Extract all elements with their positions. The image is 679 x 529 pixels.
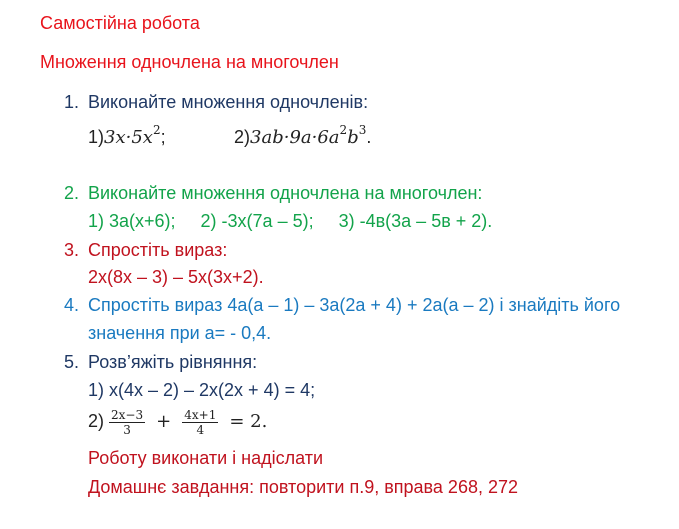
task-3-number: 3. — [64, 240, 80, 260]
equals-result: = 2. — [229, 411, 268, 432]
task-1-ex2-b: b — [347, 127, 359, 148]
homework-note: Домашнє завдання: повторити п.9, вправа 268, 272 — [88, 477, 518, 497]
plus-sign: + — [156, 411, 172, 432]
task-5-equation-1: 1) x(4x – 2) – 2x(2x + 4) = 4; — [88, 380, 316, 400]
task-2 — [64, 182, 483, 204]
task-4-text: Спростіть вираз 4a(a – 1) – 3a(2a + 4) + 2a(a – 2) і знайдіть його — [88, 295, 621, 315]
worksheet-title: Самостійна робота — [40, 13, 200, 33]
fraction-2 — [182, 408, 218, 437]
fraction-1-numerator: 2x−3 — [111, 407, 144, 422]
task-5 — [64, 351, 258, 373]
task-1 — [64, 91, 369, 113]
task-1-ex1-label: 1) — [88, 127, 105, 147]
task-5-number: 5. — [64, 352, 80, 372]
task-1-ex1-exponent: 2 — [152, 123, 161, 137]
submit-note: Роботу виконати і надіслати — [88, 448, 324, 468]
task-1-ex1-end: ; — [160, 127, 166, 147]
task-5-eq2-label: 2) — [88, 411, 105, 431]
task-4 — [64, 294, 621, 316]
task-1-ex2-exponent-1: 2 — [339, 123, 348, 137]
task-3-expression: 2x(8x – 3) – 5x(3x+2). — [88, 267, 264, 287]
fraction-1 — [109, 408, 145, 437]
task-1-number: 1. — [64, 92, 80, 112]
task-3 — [64, 239, 228, 261]
task-5-equation-2 — [88, 404, 273, 439]
task-2-number: 2. — [64, 183, 80, 203]
fraction-2-denominator: 4 — [196, 422, 205, 437]
task-1-ex1-expr: 3x·5x — [104, 127, 153, 148]
task-1-ex2-end: . — [366, 127, 372, 147]
task-1-exercise-2 — [234, 123, 372, 150]
task-1-ex2-expr: 3ab·9a·6a — [250, 127, 340, 148]
worksheet-topic: Множення одночлена на многочлен — [40, 52, 339, 72]
fraction-2-numerator: 4x+1 — [184, 407, 217, 422]
task-4-number: 4. — [64, 295, 80, 315]
task-1-exercise-1 — [88, 123, 166, 150]
task-1-text: Виконайте множення одночленів: — [88, 92, 369, 112]
task-4-text-continued: значення при а= - 0,4. — [88, 323, 272, 343]
task-2-items: 1) 3a(x+6); 2) -3x(7a – 5); 3) -4в(3a – 5в + 2). — [88, 211, 493, 231]
task-1-ex2-exponent-2: 3 — [358, 123, 367, 137]
fraction-1-denominator: 3 — [123, 422, 131, 437]
task-2-text: Виконайте множення одночлена на многочлен: — [88, 183, 483, 203]
task-1-ex2-label: 2) — [234, 127, 251, 147]
task-3-text: Спростіть вираз: — [88, 240, 228, 260]
task-5-text: Розв’яжіть рівняння: — [88, 352, 258, 372]
